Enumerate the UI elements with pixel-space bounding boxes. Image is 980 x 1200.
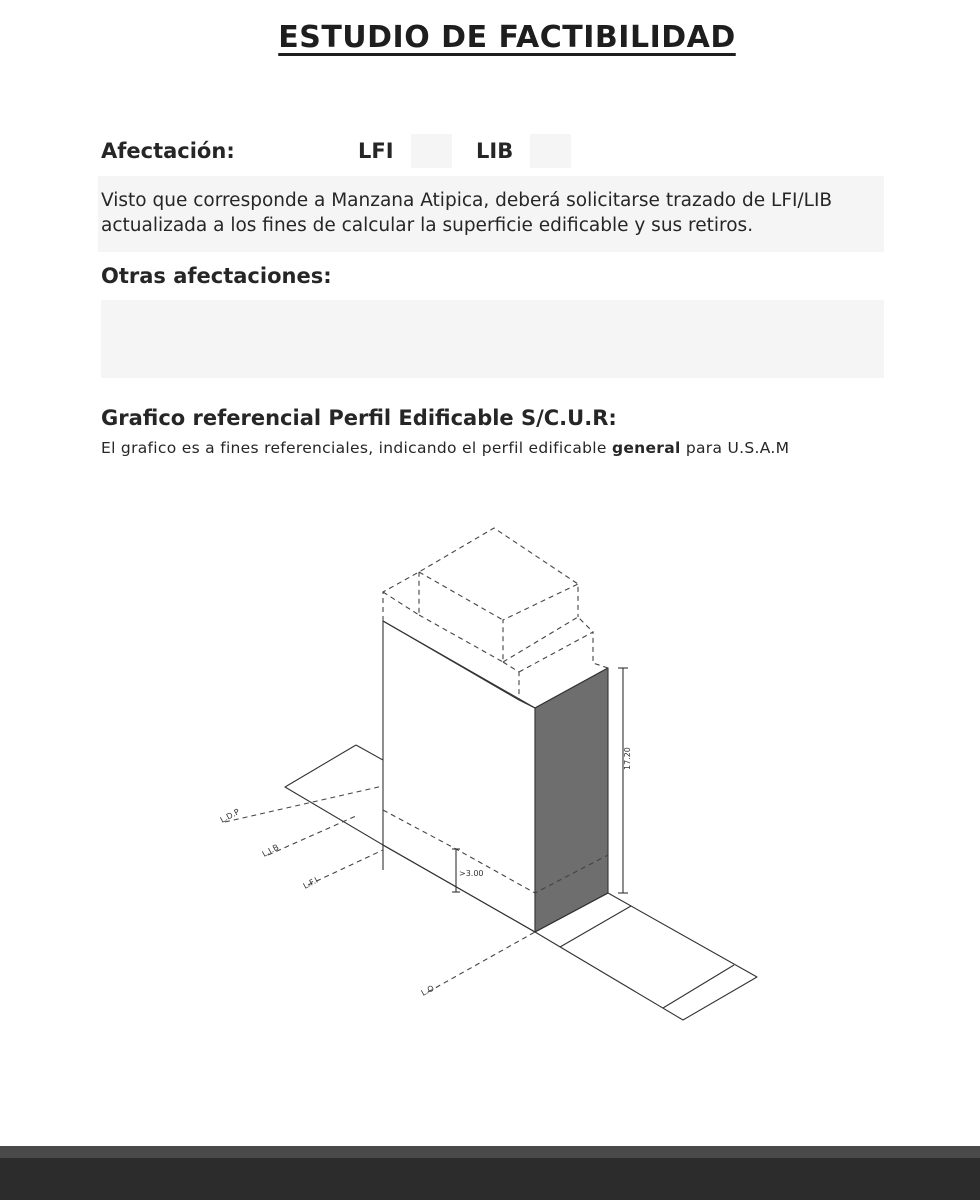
afectacion-label: Afectación: [101, 139, 235, 163]
grafico-note-bold: general [611, 439, 681, 457]
height-label: 17.20 [623, 747, 632, 770]
lfi-projection-line [308, 850, 383, 885]
ldp-projection-line [225, 786, 383, 822]
upper-volume-dashed-3 [419, 584, 578, 662]
lot-left-outline [285, 745, 383, 845]
footer-bar [0, 1158, 980, 1200]
otras-afectaciones-label: Otras afectaciones: [101, 264, 332, 288]
ldp-label: L.D.P [218, 807, 242, 825]
lfi-label: LFI [358, 139, 394, 163]
grafico-note-end: para U.S.A.M [680, 439, 790, 457]
lot-right-line-2 [663, 965, 734, 1008]
upper-volume-dashed-4 [419, 572, 503, 620]
lib-label: LIB [476, 139, 514, 163]
lib-line-label: L.I.B [260, 842, 281, 859]
upper-volume-dashed-7 [503, 617, 593, 662]
upper-volume-dashed-1 [383, 528, 578, 621]
grafico-title: Grafico referencial Perfil Edificable S/C.U.R: [101, 406, 617, 430]
min-height-label: >3.00 [459, 869, 484, 878]
footer-divider [0, 1146, 980, 1158]
lo-projection-line [428, 932, 535, 992]
grafico-note-text: El grafico es a fines referenciales, indicando el perfil edificable [101, 439, 612, 457]
lot-left-edge [356, 745, 383, 760]
lib-projection-line [268, 816, 356, 855]
lfi-line-label: L.F.I [301, 875, 320, 891]
page-title: ESTUDIO DE FACTIBILIDAD [278, 20, 736, 55]
upper-volume-dashed-6 [519, 632, 608, 672]
lo-label: L.O [419, 983, 436, 998]
building-side-face-shaded [535, 668, 608, 932]
afectacion-description: Visto que corresponde a Manzana Atipica, deberá solicitarse trazado de LFI/LIB actualizada a los fines de calcular la superficie edificable y sus retiros. [101, 190, 833, 236]
upper-volume-dashed-2 [383, 572, 419, 615]
